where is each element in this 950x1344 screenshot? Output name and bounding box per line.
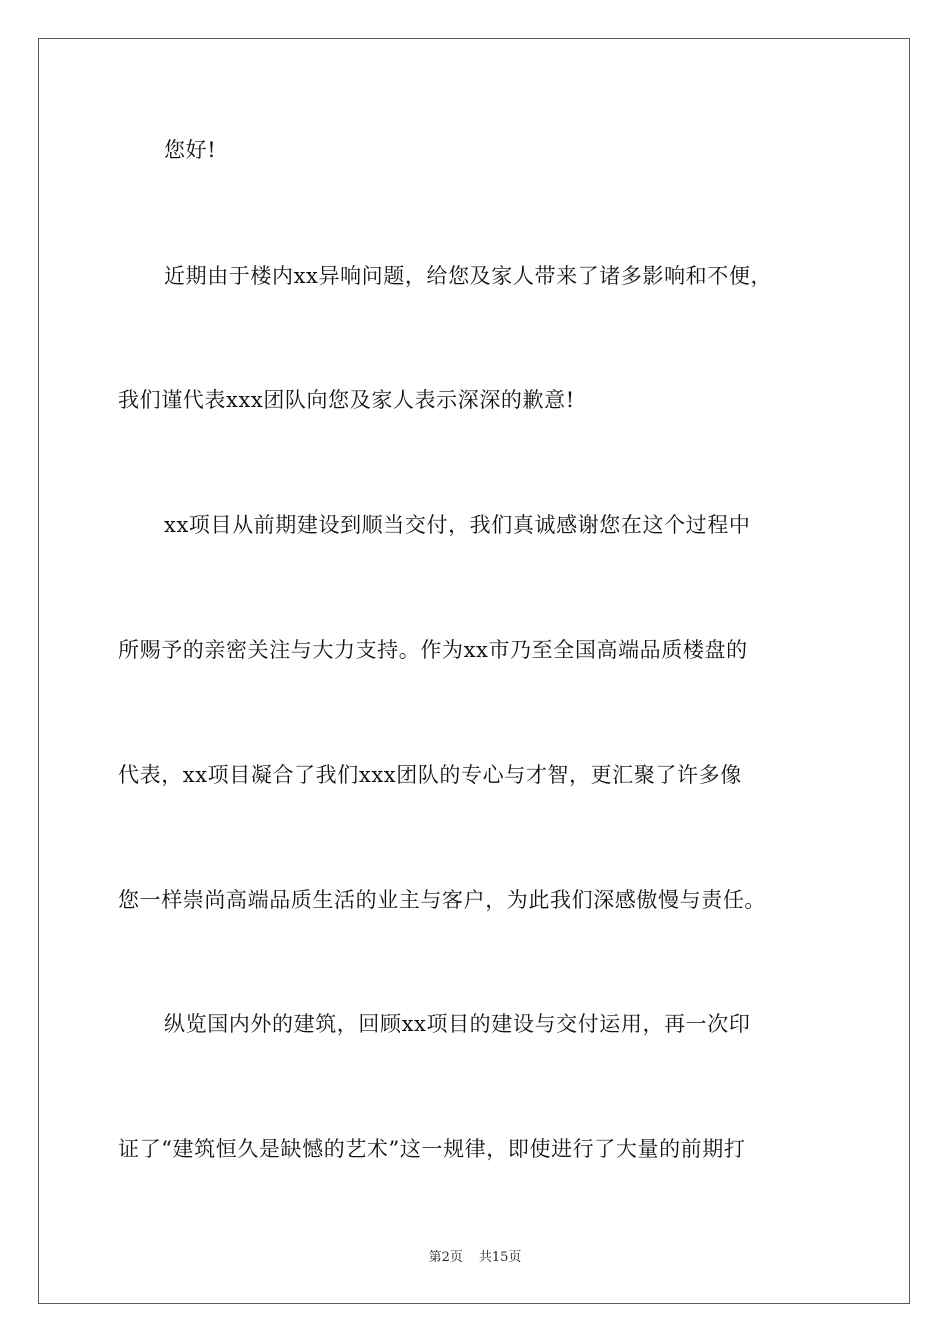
body-line: 您一样崇尚高端品质生活的业主与客户，为此我们深感傲慢与责任。 bbox=[118, 888, 766, 912]
greeting-line: 您好! bbox=[164, 138, 217, 162]
body-line: 我们谨代表xxx团队向您及家人表示深深的歉意! bbox=[118, 388, 575, 412]
page-number: 第2页 bbox=[428, 1250, 463, 1265]
body-line: 代表，xx项目凝合了我们xxx团队的专心与才智，更汇聚了许多像 bbox=[118, 763, 742, 787]
page-footer bbox=[0, 1246, 950, 1265]
body-line: xx项目从前期建设到顺当交付，我们真诚感谢您在这个过程中 bbox=[164, 513, 751, 537]
body-line: 所赐予的亲密关注与大力支持。作为xx市乃至全国高端品质楼盘的 bbox=[118, 638, 748, 662]
body-line: 纵览国内外的建筑，回顾xx项目的建设与交付运用，再一次印 bbox=[164, 1012, 751, 1036]
page-total: 共15页 bbox=[478, 1250, 522, 1265]
body-line: 近期由于楼内xx异响问题，给您及家人带来了诸多影响和不便， bbox=[164, 264, 773, 288]
body-line: 证了“建筑恒久是缺憾的艺术”这一规律，即使进行了大量的前期打 bbox=[118, 1137, 746, 1161]
page-border bbox=[38, 38, 910, 1304]
